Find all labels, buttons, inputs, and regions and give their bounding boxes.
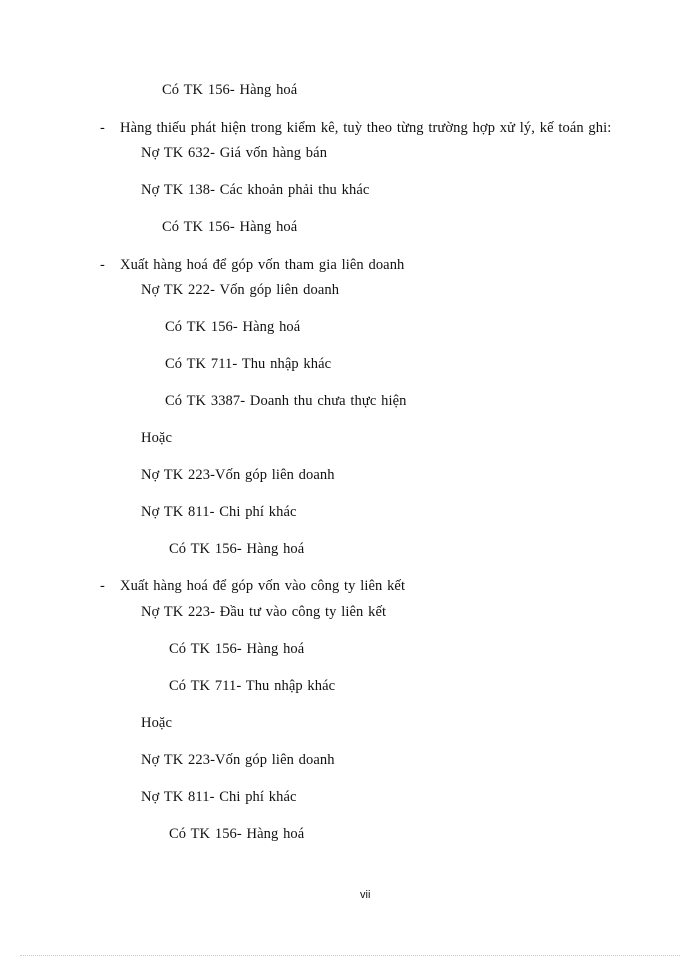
bullet-dash: - — [100, 257, 105, 273]
bullet-text-shortage: Hàng thiếu phát hiện trong kiểm kê, tuỳ theo từng trường hợp xử lý, kế toán ghi: — [120, 120, 612, 136]
entry-credit-711: Có TK 711- Thu nhập khác — [165, 356, 332, 372]
entry-credit-156: Có TK 156- Hàng hoá — [169, 826, 305, 842]
entry-credit-156: Có TK 156- Hàng hoá — [169, 641, 305, 657]
entry-debit-222: Nợ TK 222- Vốn góp liên doanh — [141, 282, 340, 298]
page-boundary-divider — [20, 955, 680, 956]
bullet-text-associate: Xuất hàng hoá để góp vốn vào công ty liên kết — [120, 578, 406, 594]
entry-debit-811: Nợ TK 811- Chi phí khác — [141, 504, 297, 520]
entry-debit-223: Nợ TK 223-Vốn góp liên doanh — [141, 752, 335, 768]
entry-debit-223-investment: Nợ TK 223- Đầu tư vào công ty liên kết — [141, 604, 387, 620]
entry-debit-223: Nợ TK 223-Vốn góp liên doanh — [141, 467, 335, 483]
bullet-dash: - — [100, 578, 105, 594]
entry-credit-156: Có TK 156- Hàng hoá — [162, 219, 298, 235]
entry-debit-811: Nợ TK 811- Chi phí khác — [141, 789, 297, 805]
entry-credit-156: Có TK 156- Hàng hoá — [162, 82, 298, 98]
bullet-text-joint-venture: Xuất hàng hoá để góp vốn tham gia liên doanh — [120, 257, 405, 273]
entry-credit-3387: Có TK 3387- Doanh thu chưa thực hiện — [165, 393, 407, 409]
entry-credit-156: Có TK 156- Hàng hoá — [165, 319, 301, 335]
entry-credit-156: Có TK 156- Hàng hoá — [169, 541, 305, 557]
entry-debit-138: Nợ TK 138- Các khoản phải thu khác — [141, 182, 370, 198]
page-number: vii — [360, 889, 371, 901]
alternative-label: Hoặc — [141, 430, 172, 446]
alternative-label: Hoặc — [141, 715, 172, 731]
entry-credit-711: Có TK 711- Thu nhập khác — [169, 678, 336, 694]
bullet-dash: - — [100, 120, 105, 136]
entry-debit-632: Nợ TK 632- Giá vốn hàng bán — [141, 145, 328, 161]
